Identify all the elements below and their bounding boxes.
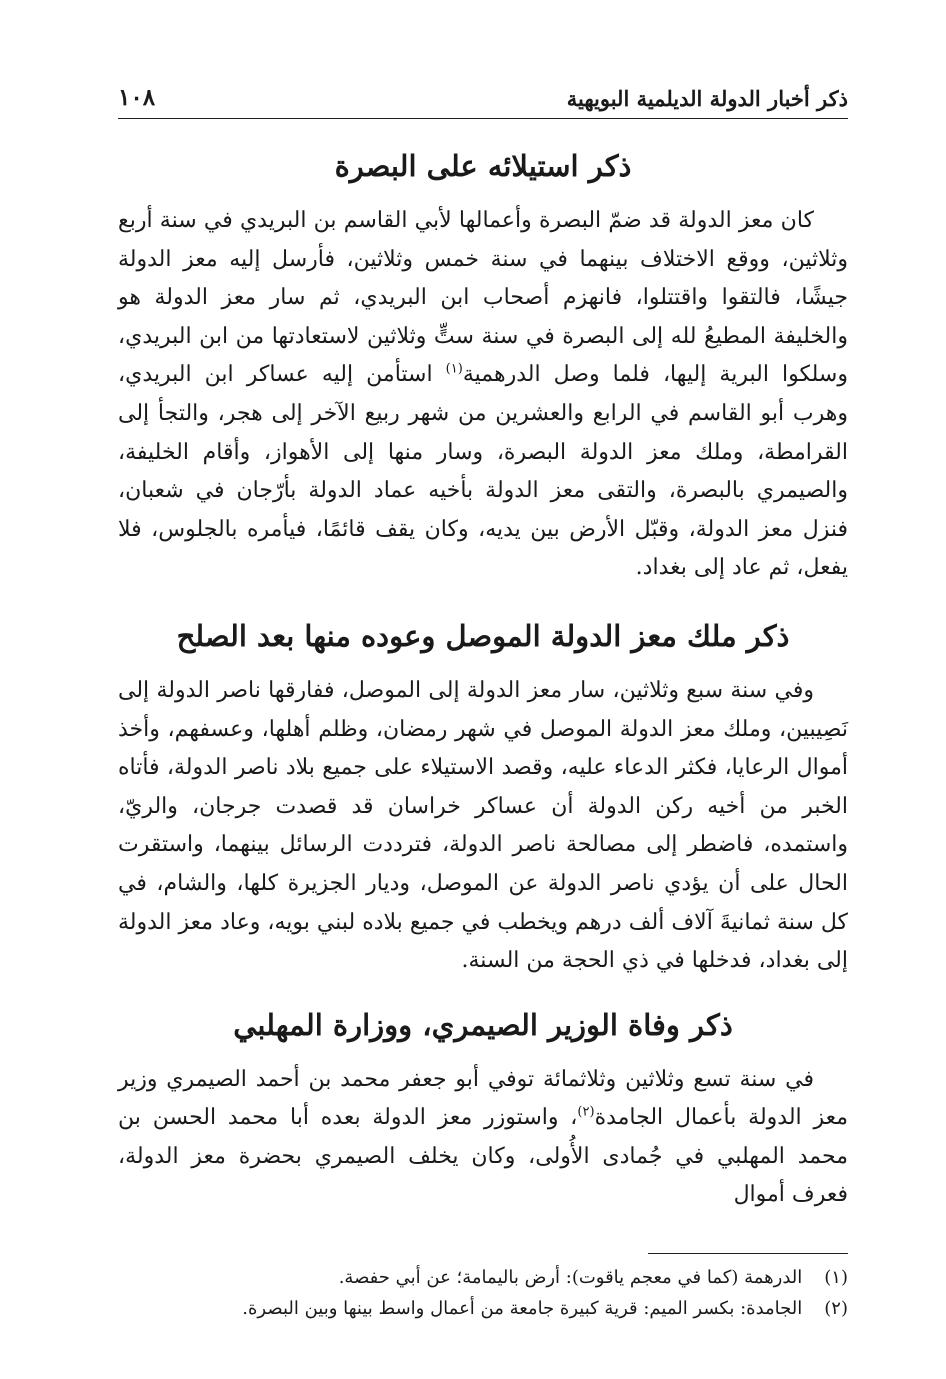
section-paragraph <box>118 1061 848 1215</box>
footnote-divider <box>648 1253 848 1254</box>
footnote-text: الدرهمة (كما في معجم ياقوت): أرض باليمامة؛ عن أبي حفصة. <box>338 1267 803 1288</box>
section-paragraph <box>118 202 848 588</box>
footnote-number: (٢) <box>824 1298 848 1319</box>
section-title: ذكر استيلائه على البصرة <box>334 149 632 183</box>
section-title: ذكر وفاة الوزير الصيمري، ووزارة المهلبي <box>233 1007 733 1042</box>
footnote-number: (١) <box>824 1267 848 1288</box>
paragraph-text: في سنة تسع وثلاثين وثلاثمائة توفي أبو جعفر محمد بن أحمد الصيمري وزير معز الدولة بأعمال الجامدة <box>118 1066 848 1131</box>
running-header <box>118 82 848 119</box>
footnote <box>118 1293 848 1324</box>
main-text <box>118 140 848 1215</box>
paragraph-text: ، واستوزر معز الدولة بعده أبا محمد الحسن بن محمد المهلبي في جُمادى الأُولى، وكان يخلف الصيمري بحضرة معز الدولة، فعرف أموال <box>118 1105 848 1208</box>
footnote-reference: (٢) <box>577 1104 595 1120</box>
footnotes <box>118 1262 848 1324</box>
section-paragraph: وفي سنة سبع وثلاثين، سار معز الدولة إلى الموصل، ففارقها ناصر الدولة إلى نَصِيبين، وملك معز الدولة الموصل في شهر رمضان، وظلم أهلها، وعسفهم، وأخذ أموال الرعايا، فكثر الدعاء عليه، وقصد الاستيلاء على جميع بلاد ناصر الدولة، فأتاه الخبر من أخيه ركن الدولة أن عساكر خراسان قد قصدت جرجان، والريّ، واستمده، فاضطر إلى مصالحة ناصر الدولة، فترددت الرسائل بينهما، واستقرت الحال على أن يؤدي ناصر الدولة عن الموصل، وديار الجزيرة كلها، والشام، في كل سنة ثمانيةَ آلاف ألف درهم ويخطب في جميع بلاده لبني بويه، وعاد معز الدولة إلى بغداد، فدخلها في ذي الحجة من السنة. <box>118 677 848 974</box>
paragraph-text: كان معز الدولة قد ضمّ البصرة وأعمالها لأبي القاسم بن البريدي في سنة أربع وثلاثين، ووقع الاختلاف بينهما في سنة خمس وثلاثين، فأرسل إليه معز الدولة جيشًا، فالتقوا واقتتلوا، فانهزم أصحاب ابن البريدي، ثم سار معز الدولة هو والخليفة المطيعُ لله إلى البصرة في سنة ستٍّ وثلاثين لاستعادتها من ابن البريدي، وسلكوا البرية إليها، فلما وصل الدرهمية <box>118 208 848 388</box>
page-number: ١٠٨ <box>118 84 156 111</box>
section-title: ذكر ملك معز الدولة الموصل وعوده منها بعد الصلح <box>176 618 790 653</box>
footnote-reference: (١) <box>445 362 463 378</box>
footnote <box>118 1262 848 1293</box>
paragraph-text: استأمن إليه عساكر ابن البريدي، وهرب أبو القاسم في الرابع والعشرين من شهر ربيع الآخر إلى هجر، والتجأ إلى القرامطة، وملك معز الدولة البصرة، وسار منها إلى الأهواز، وأقام الخليفة، والصيمري بالبصرة، والتقى معز الدولة بأخيه عماد الدولة بأرّجان في شعبان، فنزل معز الدولة، وقبّل الأرض بين يديه، وكان يقف قائمًا، فيأمره بالجلوس، فلا يفعل، ثم عاد إلى بغداد. <box>118 362 848 581</box>
footnote-text: الجامدة: بكسر الميم: قرية كبيرة جامعة من أعمال واسط بينها وبين البصرة. <box>242 1298 803 1319</box>
running-title: ذكر أخبار الدولة الديلمية البويهية <box>566 86 848 111</box>
